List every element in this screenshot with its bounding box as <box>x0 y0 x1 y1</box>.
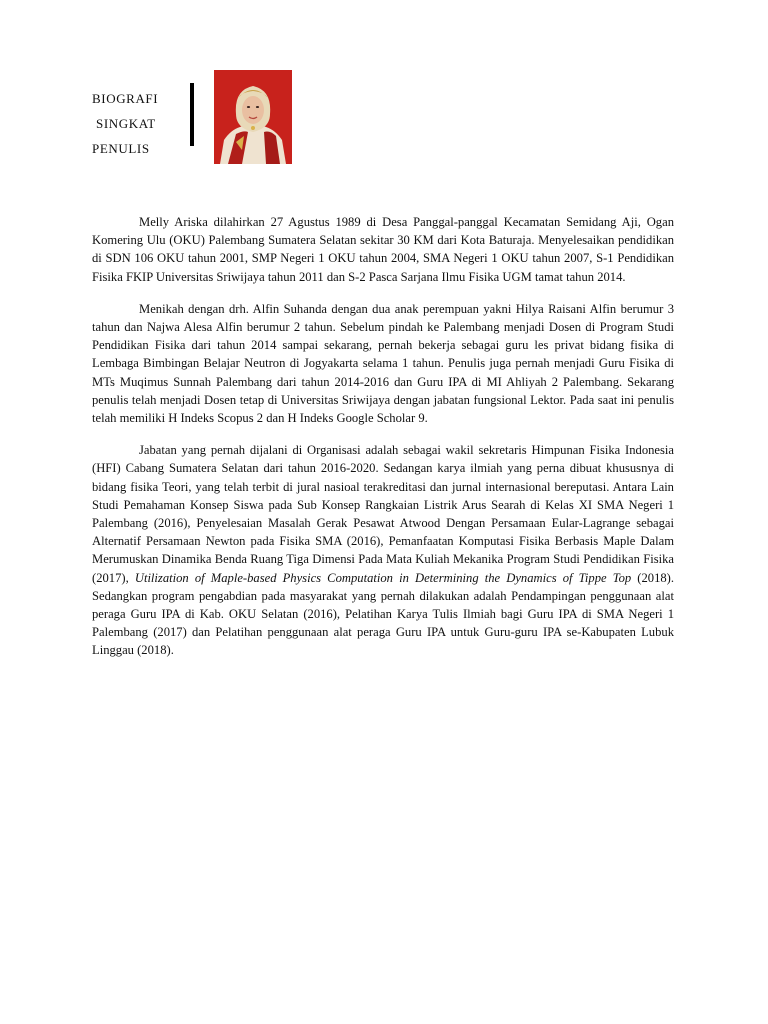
heading-line-3: PENULIS <box>92 141 150 156</box>
paragraph-works <box>92 441 674 659</box>
paragraph-education: Melly Ariska dilahirkan 27 Agustus 1989 di Desa Panggal-panggal Kecamatan Semidang Aji, Ogan Komering Ulu (OKU) Palembang Sumatera Selatan sekitar 30 KM dari Kota Baturaja. Menyelesaikan pendidikan di SDN 106 OKU tahun 2001, SMP Negeri 1 OKU tahun 2004, SMA Negeri 1 OKU tahun 2007, S-1 Pendidikan Fisika FKIP Universitas Sriwijaya tahun 2011 dan S-2 Pasca Sarjana Ilmu Fisika UGM tamat tahun 2014. <box>92 215 674 284</box>
heading-line-1: BIOGRAFI <box>92 91 159 106</box>
author-photo <box>214 70 292 164</box>
biography-body <box>92 213 674 674</box>
biography-heading <box>92 86 158 161</box>
paragraph-works-service: (2018). Sedangkan program pengabdian pada masyarakat yang pernah dilakukan adalah Pendampingan penggunaan alat peraga Guru IPA di Kab. OKU Selatan (2016), Pelatihan Karya Tulis Ilmiah bagi Guru IPA di SMA Negeri 1 Palembang (2017) dan Pelatihan penggunaan alat peraga Guru IPA untuk Guru-guru IPA se-Kabupaten Lubuk Linggau (2018). <box>92 570 675 658</box>
heading-line-2: SINGKAT <box>96 116 156 131</box>
paragraph-works-italic-title: Utilization of Maple-based Physics Computation in Determining the Dynamics of Tippe Top <box>134 570 632 585</box>
paragraph-works-list: Antara Lain Studi Pemahaman Konsep Siswa pada Sub Konsep Rangkaian Listrik Arus Searah di Kelas XI SMA Negeri 1 Palembang (2016), Penyelesaian Masalah Gerak Pesawat Atwood Dengan Persamaan Eular-Lagrange sebagai Alternatif Persamaan Newton pada Fisika SMA (2016), Pemanfaatan Komputasi Fisika Berbasis Maple Dalam Merumuskan Dinamika Benda Ruang Tiga Dimensi Pada Mata Kuliah Mekanika Program Studi Pendidikan Fisika (2017), <box>92 479 674 585</box>
paragraph-career: Menikah dengan drh. Alfin Suhanda dengan dua anak perempuan yakni Hilya Raisani Alfin berumur 3 tahun dan Najwa Alesa Alfin berumur 2 tahun. Sebelum pindah ke Palembang menjadi Dosen di Program Studi Pendidikan Fisika dari tahun 2014 sampai sekarang, pernah bekerja sebagai guru les privat bidang fisika di Lembaga Bimbingan Belajar Neutron di Jogyakarta selama 1 tahun. Penulis juga pernah menjadi Guru Fisika di MTs Muqimus Sunnah Palembang dari tahun 2014-2016 dan Guru IPA di MI Ahliyah 2 Palembang. Sekarang penulis telah menjadi Dosen tetap di Universitas Sriwijaya dengan jabatan fungsional Lektor. Pada saat ini penulis telah memiliki H Indeks Scopus 2 dan H Indeks Google Scholar 9. <box>92 301 674 426</box>
paragraph-works-intro: Jabatan yang pernah dijalani di Organisasi adalah sebagai wakil sekretaris Himpunan Fisika Indonesia (HFI) Cabang Sumatera Selatan dari tahun 2016-2020. Sedangan karya ilmiah yang perna dibuat khususnya di bidang fisika Teori, yang telah terbit di jural nasioal terakreditasi dan jurnal internasional bereputasi. <box>92 443 674 494</box>
vertical-divider <box>190 83 194 146</box>
